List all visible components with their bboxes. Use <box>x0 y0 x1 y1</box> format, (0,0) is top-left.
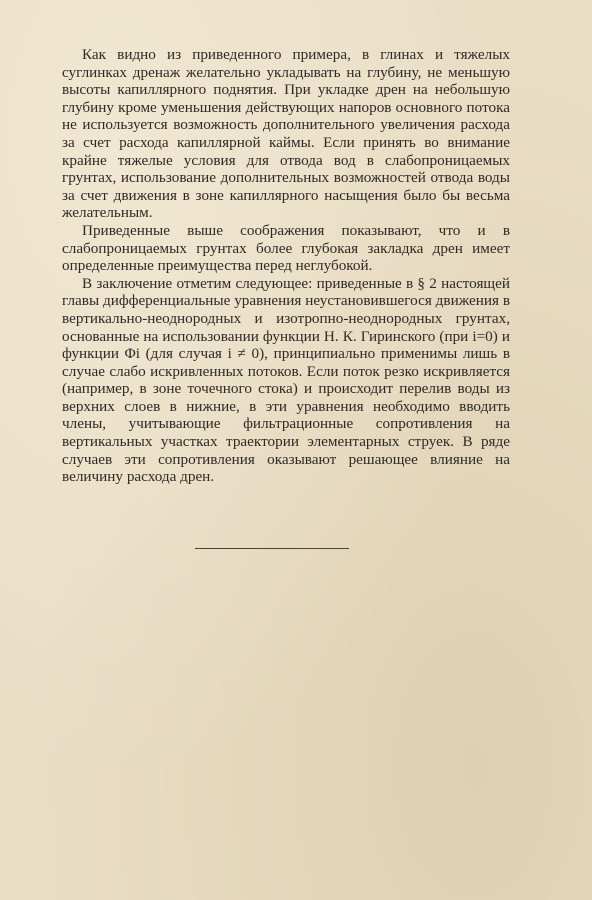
section-divider-line <box>195 548 349 549</box>
paragraph-capillary-drainage: Как видно из приведенного примера, в глинах и тяжелых суглинках дренаж желательно укладывать на глубину, не меньшую высоты капиллярного поднятия. При укладке дрен на небольшую глубину кроме уменьшения действующих напоров основного потока не используется возможность дополнительного увеличения расхода за счет расхода капиллярной каймы. Если принять во внимание крайне тяжелые условия для отвода вод в слабопроницаемых грунтах, использование дополнительных возможностей отвода воды за счет движения в зоне капиллярного насыщения было бы весьма желательным. <box>62 46 510 222</box>
body-text <box>62 46 510 486</box>
paragraph-conclusion: В заключение отметим следующее: приведенные в § 2 настоящей главы дифференциальные уравнения неустановившегося движения в вертикально-неоднородных и изотропно-неоднородных грунтах, основанные на использовании функции Н. К. Гиринского (при i=0) и функции Φi (для случая i ≠ 0), принципиально применимы лишь в случае слабо искривленных потоков. Если поток резко искривляется (например, в зоне точечного стока) и происходит перелив воды из верхних слоев в нижние, в эти уравнения необходимо вводить члены, учитывающие фильтрационные сопротивления на вертикальных участках траектории элементарных струек. В ряде случаев эти сопротивления оказывают решающее влияние на величину расхода дрен. <box>62 274 510 486</box>
paragraph-deep-drain-advantages: Приведенные выше соображения показывают, что и в слабопроницаемых грунтах более глубокая закладка дрен имеет определенные преимущества перед неглубокой. <box>62 221 510 275</box>
